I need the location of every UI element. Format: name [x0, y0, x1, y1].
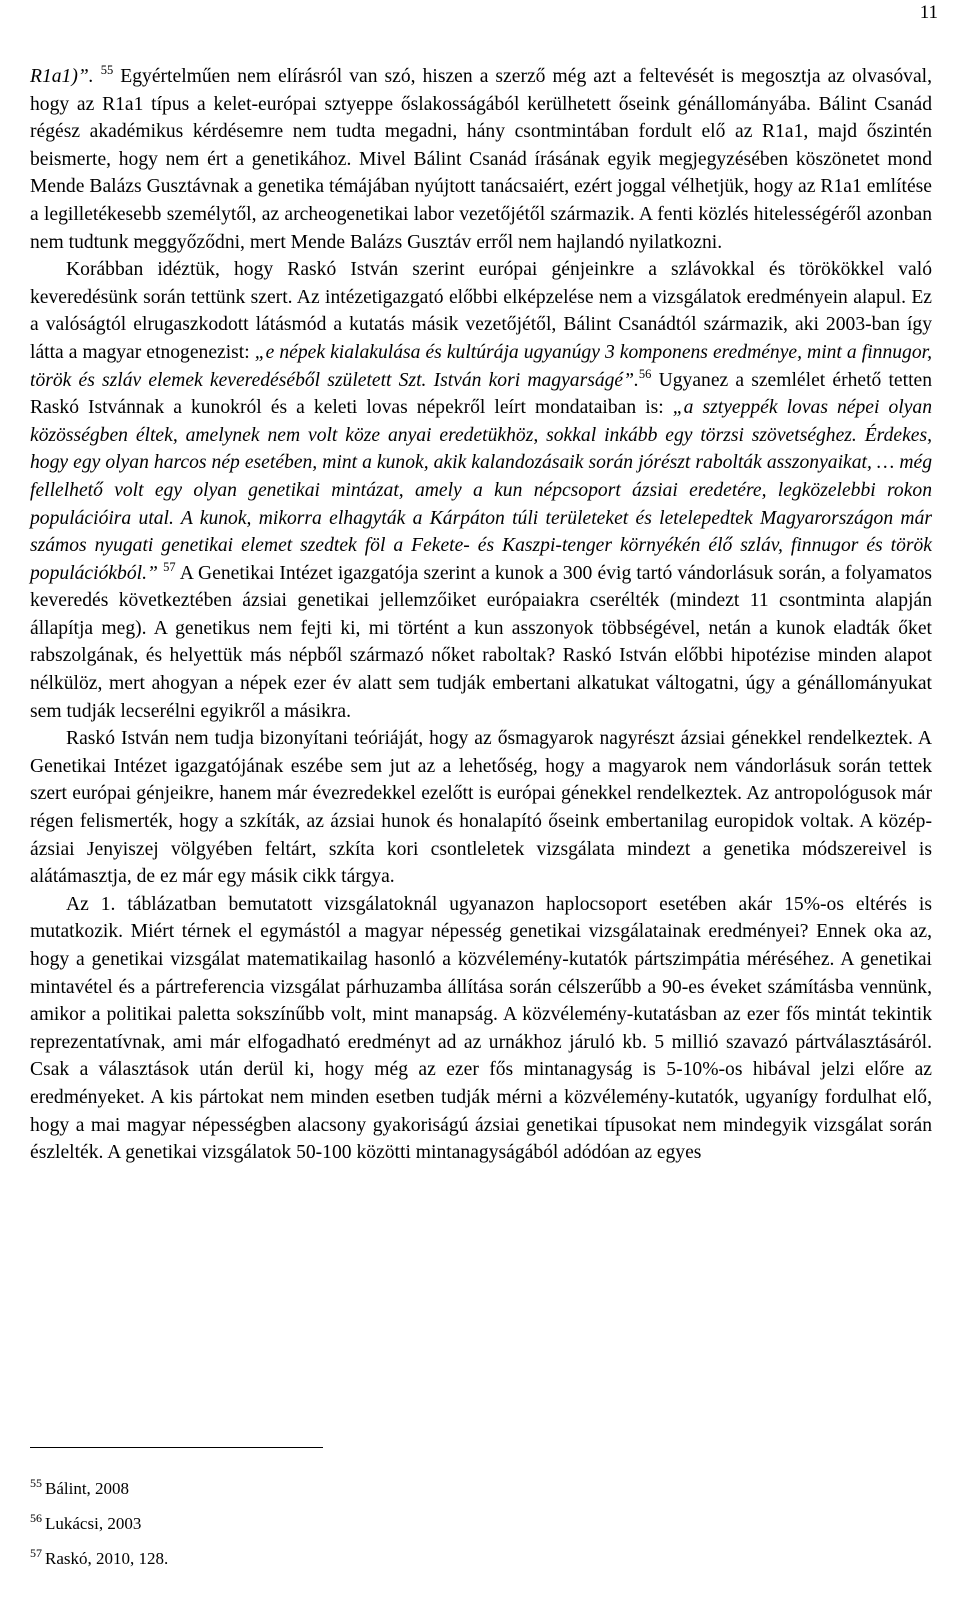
footnote-reference: 55	[100, 63, 114, 77]
quotation-text: R1a1)	[30, 66, 78, 87]
footnote-number: 57	[30, 1546, 42, 1560]
paragraph	[30, 891, 932, 1167]
footnote-number: 55	[30, 1476, 42, 1490]
body-text	[30, 63, 932, 1167]
paragraph-text: Egyértelműen nem elírásról van szó, hiszen a szerző még azt a feltevését is megosztja az olvasóval, hogy az R1a1 típus a kelet-európai sztyeppe őslakosságából kerülhetett őseink génállományába. Bálint Csanád régész akadémikus kérdésemre nem tudta megadni, hány csontmintában fordult elő az R1a1, majd őszintén beismerte, hogy nem ért a genetikához. Mivel Bálint Csanád írásának egyik megjegyzésében köszönetet mond Mende Balázs Gusztávnak a genetika témájában nyújtott tanácsaiért, ezért joggal vélhetjük, hogy az R1a1 említése a legilletékesebb személytől, az archeogenetikai labor vezetőjétől származik. A fenti közlés hitelességéről azonban nem tudtunk meggyőződni, mert Mende Balázs Gusztáv erről nem hajlandó nyilatkozni.	[30, 66, 932, 253]
footnote-text: Lukácsi, 2003	[45, 1514, 142, 1533]
paragraph-text: Az 1. táblázatban bemutatott vizsgálatoknál ugyanazon haplocsoport esetében akár 15%-os eltérés is mutatkozik. Miért térnek el egymástól a magyar népesség genetikai vizsgálatainak eredményei? Ennek oka az, hogy a genetikai vizsgálat matematikailag hasonló a közvélemény-kutatók pártszimpátia méréséhez. A genetikai mintavétel és a pártreferencia vizsgálat párhuzamba állítása során célszerűbb a 90-es éveket számításba vennünk, amikor a politikai paletta sokszínűbb volt, mint manapság. A közvélemény-kutatásban az ezer fős mintát tekintik reprezentatívnak, ami már elfogadható eredményt ad az urnákhoz járuló kb. 5 millió szavazó pártválasztásáról. Csak a választások után derül ki, hogy még az ezer fős mintanagyság is 5-10%-os hibával jelzi előre az eredményeket. A kis pártokat nem minden esetben tudják mérni a közvélemény-kutatók, ugyanígy fordulhat elő, hogy a mai magyar népességben alacsony gyakoriságú ázsiai genetikai típusokat nem mindegyik vizsgálat során észlelték. A genetikai vizsgálatok 50-100 közötti mintanagyságából adódóan az egyes	[30, 893, 932, 1164]
page-number: 11	[919, 2, 938, 23]
footnote-reference: 56	[638, 366, 652, 381]
quotation-text: „a sztyeppék lovas népei olyan közösségben éltek, amelynek nem volt köze anyai eredetükhöz, sokkal inkább egy törzsi szövetséghez. Érdekes, hogy egy olyan harcos nép esetében, mint a kunok, akik kalandozásaik során jórészt rabolták asszonyaikat, … még fellelhető volt egy olyan genetikai mintázat, amely a kun népcsoport ázsiai eredetére, legközelebbi rokon populációira utal. A kunok, mikorra elhagyták a Kárpáton túli területeket és letelepedtek Magyarországon már számos nyugati genetikai elemet szedtek föl a Fekete- és Kaszpi-tenger környékén élő szláv, finnugor és török populációkból.”	[30, 397, 932, 584]
footnote-text: Bálint, 2008	[45, 1479, 130, 1498]
footnotes	[30, 1471, 630, 1576]
footnote-number: 56	[30, 1511, 42, 1525]
paragraph-text: Korábban idéztük, hogy Raskó István szerint európai génjeinkre a szlávokkal és törökökkel való keveredésünk során tettünk szert. Az intézetigazgató előbbi elképzelése nem a vizsgálatok eredményein alapul. Ez a valóságtól elrugaszkodott látásmód a kutatás másik vezetőjétől, Bálint Csanádtól származik, aki 2003-ban így látta a magyar etnogenezist:	[30, 259, 932, 363]
footnote	[30, 1471, 630, 1506]
quotation-text: ”.	[77, 66, 101, 87]
paragraph	[30, 63, 932, 256]
footnote-reference: 57	[163, 559, 176, 574]
quotation-text: „e népek kialakulása és kultúrája ugyanúgy 3 komponens eredménye, mint a finnugor, török és szláv elemek keveredéséből született Szt. István kori magyarságé”.	[30, 341, 932, 391]
paragraph-text: Raskó István nem tudja bizonyítani teóriáját, hogy az ősmagyarok nagyrészt ázsiai génekkel rendelkeztek. A Genetikai Intézet igazgatójának eszébe sem jut az a lehetőség, hogy a magyarok nem vándorlásuk során tettek szert európai génjeikre, hanem már évezredekkel ezelőtt is európai génekkel rendelkeztek. Az antropológusok már régen felismerték, hogy a szkíták, az ázsiai hunok és honalapító őseink embertanilag europidok voltak. A közép-ázsiai Jenyiszej völgyében feltárt, szkíta kori csontleletek vizsgálata mindezt a genetika módszereivel is alátámasztja, de ez már egy másik cikk tárgya.	[30, 728, 932, 888]
paragraph-text: A Genetikai Intézet igazgatója szerint a kunok a 300 évig tartó vándorlásuk során, a folyamatos keveredés következtében ázsiai genetikai jellemzőiket európaiakra cserélték (mindezt 11 csontminta alapján állapítja meg). A genetikus nem fejti ki, mi történt a kun asszonyok többségével, netán a kunok eladták őket rabszolgának, és helyettük más népből származó nőket raboltak? Raskó István előbbi hipotézise minden alapot nélkülöz, mert ahogyan a népek ezer év alatt sem tudják embertani alkatukat váltogatni, úgy a génállományukat sem tudják lecserélni egyikről a másikra.	[30, 562, 932, 722]
paragraph	[30, 256, 932, 725]
footnote-separator	[30, 1447, 323, 1448]
footnote	[30, 1541, 630, 1576]
paragraph	[30, 725, 932, 891]
footnote	[30, 1506, 630, 1541]
paragraph-text: Ugyanez a szemlélet érhető tetten Raskó Istvánnak a kunokról és a keleti lovas népekről leírt mondataiban is:	[30, 369, 933, 419]
footnote-text: Raskó, 2010, 128.	[45, 1549, 169, 1568]
